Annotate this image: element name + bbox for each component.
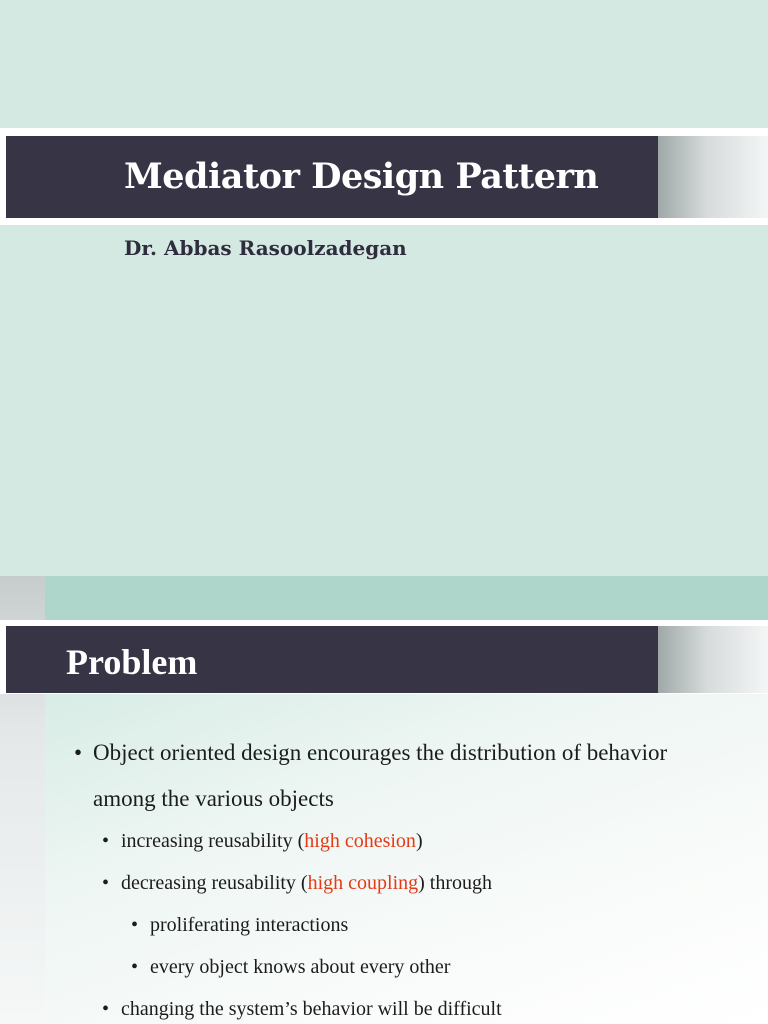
sub-bullet-item <box>102 998 502 1021</box>
slide-title: Mediator Design Pattern <box>124 156 599 197</box>
bullet-text: Object oriented design encourages the distribution of behavior <box>93 740 668 765</box>
bullet-icon: • <box>131 914 139 936</box>
sub-bullet-item <box>102 830 423 853</box>
bullet-text: ) <box>415 830 423 852</box>
bullet-continuation <box>93 786 334 812</box>
bullet-icon: • <box>74 740 83 765</box>
bullet-icon: • <box>102 872 110 894</box>
bullet-text: every object knows about every other <box>150 956 451 978</box>
title-bar-gradient <box>658 136 768 218</box>
sub-sub-bullet-item <box>131 914 349 937</box>
bullet-text: changing the system’s behavior will be difficult <box>121 998 502 1020</box>
bullet-icon: • <box>131 956 139 978</box>
sub-sub-bullet-item <box>131 956 451 979</box>
bullet-text: among the various objects <box>93 786 334 811</box>
bullet-item <box>74 740 668 766</box>
bullet-text: decreasing reusability ( <box>121 872 308 894</box>
sub-bullet-item <box>102 872 493 895</box>
bullet-icon: • <box>102 830 110 852</box>
bullet-icon: • <box>102 998 110 1020</box>
problem-slide <box>0 576 768 1024</box>
highlight-text: high coupling <box>307 872 419 894</box>
slide-heading: Problem <box>66 642 198 682</box>
bullet-list <box>0 576 768 1024</box>
bullet-text: proliferating interactions <box>150 914 349 936</box>
author-name: Dr. Abbas Rasoolzadegan <box>124 236 407 260</box>
bullet-text: increasing reusability ( <box>121 830 305 852</box>
bullet-text: ) through <box>418 872 493 894</box>
highlight-text: high cohesion <box>304 830 416 852</box>
